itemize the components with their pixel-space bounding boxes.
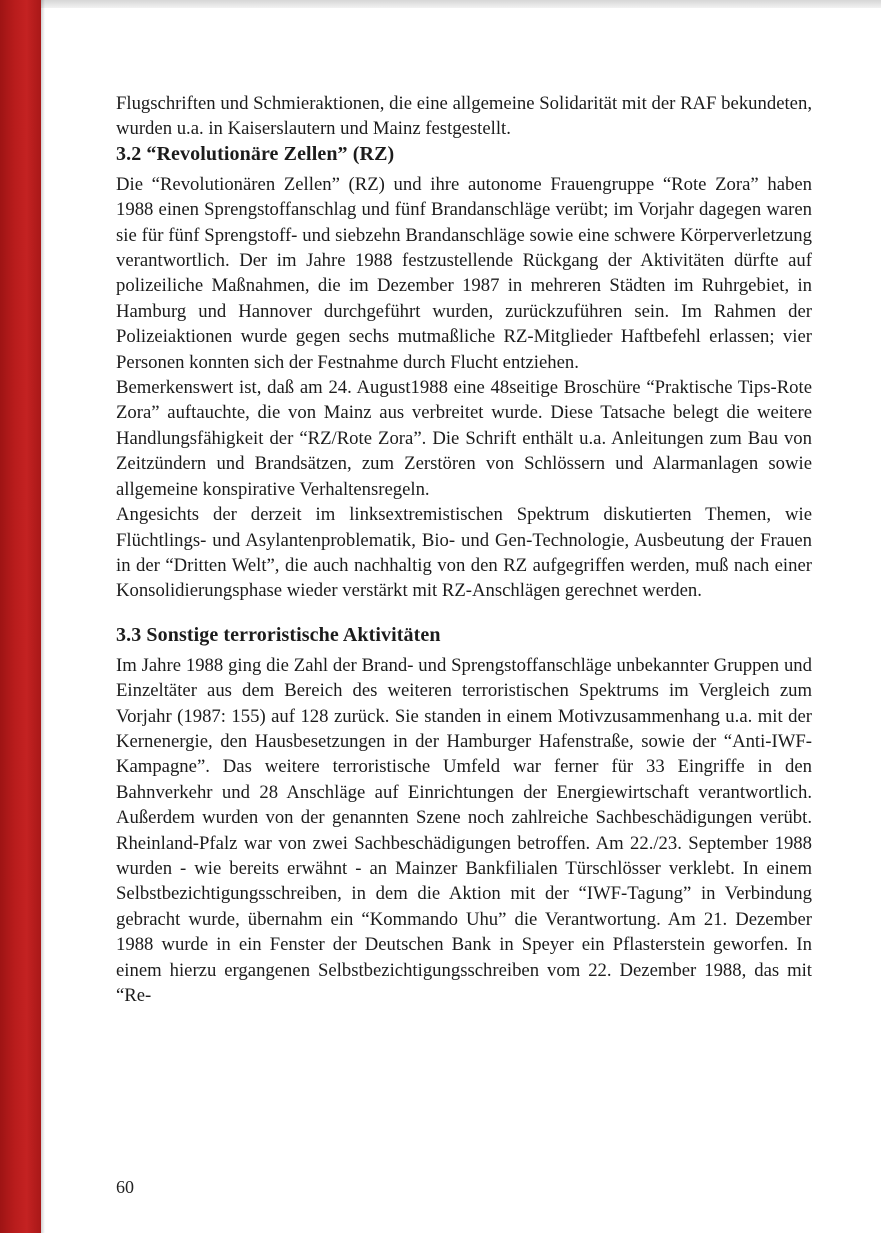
page-top-edge — [0, 0, 881, 8]
section-3-3 — [116, 623, 812, 1009]
section-3-2-paragraph-3: Angesichts der derzeit im linksextremistischen Spektrum diskutierten Themen, wie Flüchtlings- und Asylantenproblematik, Bio- und Gen-Technologie, Ausbeutung der Frauen in der “Dritten Welt”, die auch nachhaltig von den RZ aufgegriffen werden, muß nach einer Konsolidierungsphase wieder verstärkt mit RZ-Anschlägen gerechnet werden. — [116, 504, 812, 602]
section-3-3-heading: 3.3 Sonstige terroristische Aktivitäten — [116, 623, 441, 646]
section-3-2-heading: 3.2 “Revolutionäre Zellen” (RZ) — [116, 142, 395, 165]
intro-paragraph: Flugschriften und Schmieraktionen, die eine allgemeine Solidarität mit der RAF bekundeten, wurden u.a. in Kaiserslautern und Mainz festgestellt. — [116, 93, 812, 140]
binding-shadow — [41, 0, 45, 1233]
section-3-3-paragraph-1: Im Jahre 1988 ging die Zahl der Brand- und Sprengstoffanschläge unbekannter Gruppen und Einzeltäter aus dem Bereich des weiteren terroristischen Spektrums im Vergleich zum Vorjahr (1987: 155) auf 128 zurück. Sie standen in einem Motivzusammenhang u.a. mit der Kernenergie, den Hausbesetzungen in der Hamburger Hafenstraße, sowie der “Anti-IWF-Kampagne”. Das weitere terroristische Umfeld war ferner für 33 Eingriffe in den Bahnverkehr und 28 Anschläge auf Einrichtungen der Energiewirtschaft verantwortlich. Außerdem wurden von der genannten Szene noch zahlreiche Sachbeschädigungen verübt. Rheinland-Pfalz war von zwei Sachbeschädigungen betroffen. Am 22./23. September 1988 wurden - wie bereits erwähnt - an Mainzer Bankfilialen Türschlösser verklebt. In einem Selbstbezichtigungsschreiben, in dem die Aktion mit der “IWF-Tagung” in Verbindung gebracht wurde, übernahm ein “Kommando Uhu” die Verantwortung. Am 21. Dezember 1988 wurde in ein Fenster der Deutschen Bank in Speyer ein Pflasterstein geworfen. In einem hierzu ergangenen Selbstbezichtigungsschreiben vom 22. Dezember 1988, das mit “Re- — [116, 654, 812, 1006]
section-3-2-paragraph-2: Bemerkenswert ist, daß am 24. August1988 eine 48seitige Broschüre “Praktische Tips-Rote Zora” auftauchte, die von Mainz aus verbreitet wurde. Diese Tatsache belegt die weitere Handlungsfähigkeit der “RZ/Rote Zora”. Die Schrift enthält u.a. Anleitungen zum Bau von Zeitzündern und Brandsätzen, zum Zerstören von Schlössern und Alarmanlagen sowie allgemeine konspirative Verhaltensregeln. — [116, 377, 812, 500]
section-3-2 — [116, 142, 812, 604]
section-3-2-paragraph-1: Die “Revolutionären Zellen” (RZ) und ihre autonome Frauengruppe “Rote Zora” haben 1988 einen Sprengstoffanschlag und fünf Brandanschläge verübt; im Vorjahr dagegen waren sie für fünf Sprengstoff- und siebzehn Brandanschläge sowie eine schwere Körperverletzung verantwortlich. Der im Jahre 1988 festzustellende Rückgang der Aktivitäten dürfte auf polizeiliche Maßnahmen, die im Dezember 1987 in mehreren Städten im Ruhrgebiet, in Hamburg und Hannover durchgeführt wurden, zurückzuführen sein. Im Rahmen der Polizeiaktionen wurde gegen sechs mutmaßliche RZ-Mitglieder Haftbefehl erlassen; vier Personen konnten sich der Festnahme durch Flucht entziehen. — [116, 173, 812, 373]
red-binding-strip — [0, 0, 41, 1233]
page-number: 60 — [116, 1177, 134, 1197]
page-content — [116, 91, 812, 1008]
